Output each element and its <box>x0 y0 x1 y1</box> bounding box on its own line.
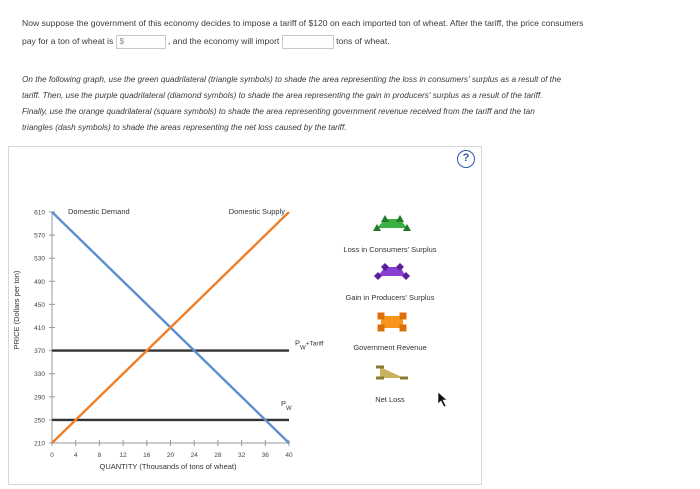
world-price-label: $P_W+Tariff$ <box>295 338 324 352</box>
chart-series <box>52 207 324 443</box>
x-tick-label: 0 <box>50 452 54 459</box>
x-tick-label: 20 <box>166 452 175 459</box>
square-symbol <box>400 313 407 320</box>
y-tick-label: 610 <box>34 209 45 217</box>
y-axis-label: PRICE (Dollars per ton) <box>12 270 21 350</box>
world-price-label: $P_W$ <box>281 398 292 412</box>
help-icon[interactable]: ? <box>457 150 475 168</box>
dash-symbol <box>376 366 384 369</box>
question-line-2b: , and the economy will import <box>168 36 280 46</box>
x-tick-label: 24 <box>190 452 198 459</box>
instruction-line-2: tariff. Then, use the purple quadrilateral (diamond symbols) to shade the area representing the gain in producers' surplus as a result of the tariff. <box>22 91 543 100</box>
square-symbol <box>378 325 385 332</box>
x-tick-label: 28 <box>214 452 222 459</box>
triangle-symbol <box>381 215 389 222</box>
x-tick-label: 32 <box>237 452 246 459</box>
dash-symbol <box>376 377 384 380</box>
y-tick-label: 250 <box>34 417 45 425</box>
y-tick-label: 570 <box>34 232 45 240</box>
legend-label: Loss in Consumers' Surplus <box>343 245 437 254</box>
x-tick-label: 4 <box>73 452 78 459</box>
y-tick-label: 410 <box>34 325 45 332</box>
x-axis-label: QUANTITY (Thousands of tons of wheat) <box>99 462 237 471</box>
orange-quadrilateral-square-icon <box>378 313 407 332</box>
legend-label: Government Revenue <box>353 343 427 352</box>
y-tick-label: 290 <box>34 394 45 402</box>
purple-quadrilateral-diamond-icon <box>374 263 410 280</box>
mouse-cursor-icon <box>438 392 447 407</box>
tan-triangle-shape <box>380 367 404 378</box>
instruction-line-4: triangles (dash symbols) to shade the areas representing the net loss caused by the tariff. <box>22 123 347 132</box>
x-tick-label: 8 <box>97 452 102 459</box>
legend-label: Net Loss <box>375 395 405 404</box>
y-tick-label: 530 <box>34 255 45 263</box>
x-tick-label: 12 <box>119 452 127 459</box>
question-line-1: Now suppose the government of this economy decides to impose a tariff of $120 on each imported ton of wheat. After the tariff, the price consumers <box>22 18 584 28</box>
y-tick-label: 490 <box>34 278 45 286</box>
tan-triangle-dash-icon <box>376 366 408 380</box>
instruction-line-3: Finally, use the orange quadrilateral (square symbols) to shade the area representing government revenue received from the tariff and the tan <box>22 107 535 116</box>
x-tick-label: 16 <box>143 452 151 459</box>
y-tick-label: 330 <box>34 371 45 379</box>
x-tick-label: 36 <box>261 452 269 459</box>
green-quadrilateral-triangle-icon <box>373 215 411 231</box>
y-tick-label: 210 <box>34 440 45 448</box>
price-prefix: $ <box>119 36 125 46</box>
instruction-line-1: On the following graph, use the green quadrilateral (triangle symbols) to shade the area representing the loss in consumers' surplus as a result of the <box>22 75 562 84</box>
x-tick-label: 40 <box>285 452 293 459</box>
dash-symbol <box>400 377 408 380</box>
question-line-2c: tons of wheat. <box>336 36 390 46</box>
legend-label: Gain in Producers' Surplus <box>345 293 435 302</box>
y-tick-label: 450 <box>34 301 45 309</box>
supply-label: Domestic Supply <box>228 207 285 216</box>
legend <box>343 215 447 407</box>
square-symbol <box>378 313 385 320</box>
question-line-2a: pay for a ton of wheat is <box>22 36 114 46</box>
square-symbol <box>400 325 407 332</box>
y-tick-label: 370 <box>34 348 45 356</box>
demand-label: Domestic Demand <box>68 207 130 216</box>
triangle-symbol <box>396 215 404 222</box>
